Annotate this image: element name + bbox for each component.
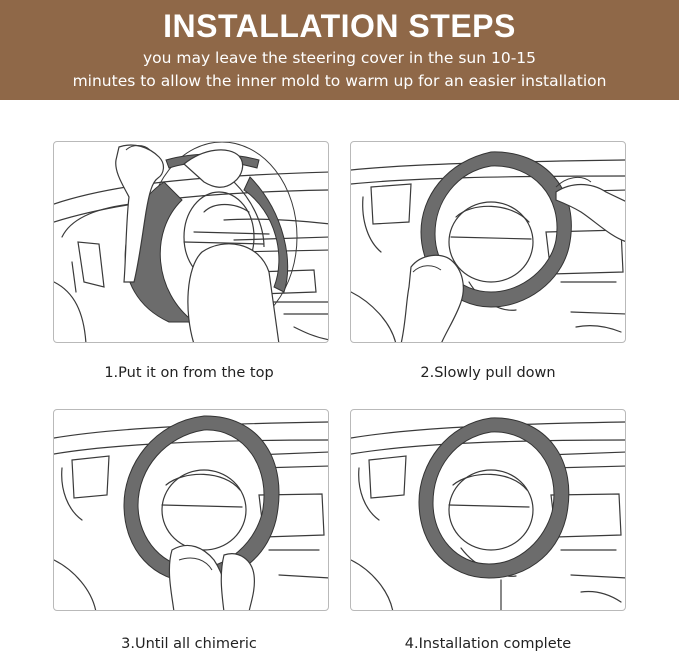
step-4-caption: 4.Installation complete: [404, 636, 572, 652]
header-banner: [0, 0, 679, 100]
step-3-illustration: [53, 409, 329, 611]
step-3-caption: 3.Until all chimeric: [121, 636, 257, 652]
step-2-illustration: [350, 141, 626, 343]
subtitle-line-1: you may leave the steering cover in the sun 10-15: [142, 49, 537, 67]
step-1-illustration: [53, 141, 329, 343]
subtitle-line-2: minutes to allow the inner mold to warm up for an easier installation: [72, 72, 607, 90]
step-2-caption: 2.Slowly pull down: [420, 365, 556, 381]
page-title: INSTALLATION STEPS: [163, 8, 516, 44]
step-4-illustration: [350, 409, 626, 611]
step-1-caption: 1.Put it on from the top: [104, 365, 274, 381]
